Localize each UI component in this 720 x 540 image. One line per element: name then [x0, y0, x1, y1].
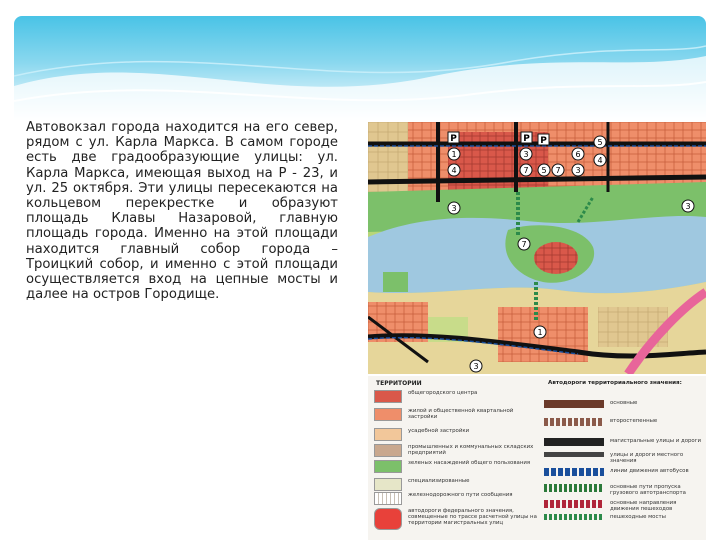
svg-text:5: 5 — [541, 166, 547, 175]
map-marker-3 — [448, 202, 460, 214]
svg-text:7: 7 — [523, 166, 529, 175]
legend-swatch — [374, 460, 402, 473]
legend-item: второстепенные — [544, 418, 704, 426]
map-marker-1 — [448, 148, 460, 160]
slide-header-decoration — [14, 16, 706, 121]
svg-text:3: 3 — [473, 362, 479, 371]
legend-item: общегородского центра — [374, 390, 539, 403]
map-legend — [368, 376, 706, 540]
legend-line-swatch — [544, 452, 604, 457]
svg-text:7: 7 — [555, 166, 561, 175]
legend-line-swatch — [544, 468, 604, 476]
map-marker-3 — [682, 200, 694, 212]
legend-swatch — [374, 408, 402, 421]
legend-swatch — [374, 478, 402, 491]
legend-right-heading: Автодороги территориального значения: — [548, 380, 682, 386]
svg-text:3: 3 — [523, 150, 529, 159]
map-marker-7 — [552, 164, 564, 176]
legend-item: магистральные улицы и дороги — [544, 438, 704, 446]
legend-swatch — [374, 492, 402, 505]
legend-line-swatch — [544, 484, 604, 492]
city-map — [368, 122, 706, 374]
legend-item: усадебной застройки — [374, 428, 539, 441]
legend-swatch — [374, 444, 402, 457]
map-marker-3 — [520, 148, 532, 160]
legend-item: основные направления движения пешеходов — [544, 500, 704, 512]
legend-swatch — [374, 428, 402, 441]
svg-text:P: P — [540, 136, 547, 146]
legend-line-swatch — [544, 418, 604, 426]
svg-text:3: 3 — [575, 166, 581, 175]
svg-text:1: 1 — [537, 328, 543, 337]
city-map-drawing — [368, 122, 706, 374]
legend-swatch — [374, 508, 402, 530]
legend-line-swatch — [544, 514, 604, 520]
map-marker-7 — [518, 238, 530, 250]
map-marker-4 — [594, 154, 606, 166]
legend-item: основные пути пропуска грузового автотранспорта — [544, 484, 704, 496]
legend-item: промышленных и коммунальных складских предприятий — [374, 444, 539, 457]
map-marker-p — [538, 134, 549, 146]
svg-text:3: 3 — [451, 204, 457, 213]
legend-line-swatch — [544, 500, 604, 508]
legend-swatch — [374, 390, 402, 403]
map-marker-p — [448, 132, 459, 144]
legend-line-swatch — [544, 400, 604, 408]
wave-decoration — [14, 16, 706, 121]
svg-text:4: 4 — [597, 156, 603, 165]
map-marker-3 — [470, 360, 482, 372]
svg-text:P: P — [523, 134, 530, 144]
legend-item: линии движения автобусов — [544, 468, 704, 476]
legend-item: автодороги федерального значения, совмещенные по трассе расчетной улицы на территории магистральных улиц — [374, 508, 539, 530]
map-marker-1 — [534, 326, 546, 338]
legend-item: улицы и дороги местного значения — [544, 452, 704, 464]
legend-item: основные — [544, 400, 704, 408]
legend-item: железнодорожного пути сообщения — [374, 492, 539, 505]
legend-line-swatch — [544, 438, 604, 446]
map-marker-5 — [538, 164, 550, 176]
svg-text:5: 5 — [597, 138, 603, 147]
svg-text:7: 7 — [521, 240, 527, 249]
legend-item: специализированные — [374, 478, 539, 491]
legend-left-heading: ТЕРРИТОРИИ — [376, 380, 422, 387]
svg-text:3: 3 — [685, 202, 691, 211]
map-marker-5 — [594, 136, 606, 148]
slide-paragraph: Автовокзал города находится на его север, рядом с ул. Карла Маркса. В самом городе есть две градообразующие улицы: ул. Карла Маркса, имеющая выход на Р - 23, и ул. 25 октября. Эти улицы пересекаются на кольцевом перекрестке и образуют площадь Клавы Назаровой, главную площадь города. Именно на этой площади находится главный собор города – Троицкий собор, и именно с этой площади осуществляется вход на цепные мосты и далее на остров Городище. — [26, 120, 338, 303]
svg-text:P: P — [450, 134, 457, 144]
svg-text:6: 6 — [575, 150, 581, 159]
map-marker-6 — [572, 148, 584, 160]
map-marker-7 — [520, 164, 532, 176]
map-marker-p — [521, 132, 532, 144]
svg-text:1: 1 — [451, 150, 457, 159]
legend-item: зеленых насаждений общего пользования — [374, 460, 539, 473]
svg-text:4: 4 — [451, 166, 457, 175]
map-marker-4 — [448, 164, 460, 176]
legend-item: пешеходные мосты — [544, 514, 704, 520]
legend-item: жилой и общественной квартальной застройки — [374, 408, 539, 421]
map-marker-3 — [572, 164, 584, 176]
